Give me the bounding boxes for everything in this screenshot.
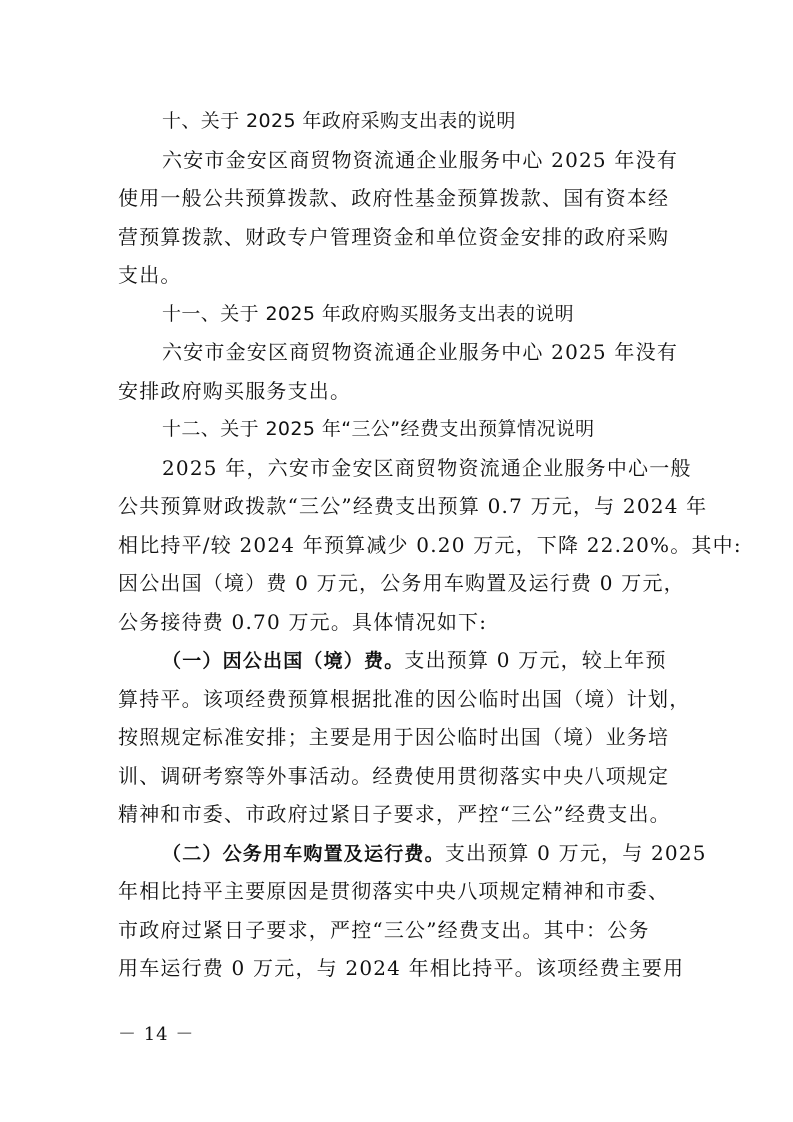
subsection-1-line-3: 按照规定标准安排；主要是用于因公临时出国（境）业务培 bbox=[118, 725, 670, 749]
subsection-1-first-line-text: 支出预算 0 万元，较上年预 bbox=[404, 648, 667, 672]
section-12-line-3: 相比持平/较 2024 年预算减少 0.20 万元，下降 22.20%。其中: bbox=[118, 532, 742, 557]
subsection-1-line-4: 训、调研考察等外事活动。经费使用贯彻落实中央八项规定 bbox=[118, 763, 670, 788]
subsection-1-line-5: 精神和市委、市政府过紧日子要求，严控“三公”经费支出。 bbox=[118, 802, 671, 826]
page-content bbox=[118, 102, 742, 988]
section-10-line-1: 六安市金安区商贸物资流通企业服务中心 2025 年没有 bbox=[162, 147, 679, 172]
section-10-heading: 十、关于 2025 年政府采购支出表的说明 bbox=[162, 110, 516, 132]
page-number: － 14 － bbox=[118, 1024, 195, 1045]
section-12-line-1: 2025 年，六安市金安区商贸物资流通企业服务中心一般 bbox=[162, 455, 692, 480]
subsection-1-first-line bbox=[118, 641, 678, 680]
subsection-2-line-4: 用车运行费 0 万元，与 2024 年相比持平。该项经费主要用 bbox=[118, 956, 685, 980]
section-12-line-4: 因公出国（境）费 0 万元，公务用车购置及运行费 0 万元， bbox=[118, 571, 685, 595]
subsection-2-first-line-text: 支出预算 0 万元，与 2025 bbox=[444, 840, 707, 865]
section-10-line-2: 使用一般公共预算拨款、政府性基金预算拨款、国有资本经 bbox=[118, 186, 670, 210]
section-10-line-4: 支出。 bbox=[118, 263, 182, 287]
subsection-2-first-line bbox=[118, 834, 707, 873]
section-10-line-3: 营预算拨款、财政专户管理资金和单位资金安排的政府采购 bbox=[118, 224, 670, 249]
section-12-heading: 十二、关于 2025 年“三公”经费支出预算情况说明 bbox=[162, 418, 595, 440]
section-11-line-2: 安排政府购买服务支出。 bbox=[118, 378, 352, 403]
section-12-line-2: 公共预算财政拨款“三公”经费支出预算 0.7 万元，与 2024 年 bbox=[118, 494, 708, 518]
section-11-line-1: 六安市金安区商贸物资流通企业服务中心 2025 年没有 bbox=[162, 340, 679, 364]
subsection-1-title: （一）因公出国（境）费。 bbox=[162, 650, 405, 672]
section-11-heading: 十一、关于 2025 年政府购买服务支出表的说明 bbox=[162, 302, 575, 325]
subsection-2-line-2: 年相比持平主要原因是贯彻落实中央八项规定精神和市委、 bbox=[118, 879, 670, 903]
subsection-2-line-3: 市政府过紧日子要求，严控“三公”经费支出。其中：公务 bbox=[118, 917, 650, 942]
subsection-2-title: （二）公务用车购置及运行费。 bbox=[162, 842, 445, 865]
section-12-line-5: 公务接待费 0.70 万元。具体情况如下: bbox=[118, 609, 488, 634]
subsection-1-line-2: 算持平。该项经费预算根据批准的因公临时出国（境）计划， bbox=[118, 686, 691, 711]
